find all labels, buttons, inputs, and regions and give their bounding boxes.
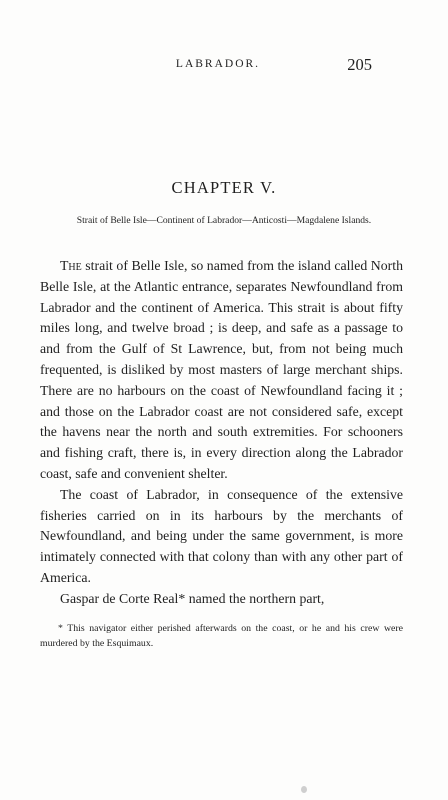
paragraph-2: The coast of Labrador, in consequence of the extensive fisheries carried on in its harbours by the merchants of Newfoundland, and being under the same government, is more intimately connected with that colony than with any other part of America.: [40, 486, 403, 585]
paper-speck: [301, 786, 307, 793]
footnote: * This navigator either perished afterwards on the coast, or he and his crew were murdered by the Esquimaux.: [40, 623, 403, 649]
chapter-title: CHAPTER V.: [171, 178, 277, 197]
running-title: LABRADOR.: [175, 58, 261, 70]
page-number: 205: [347, 55, 372, 74]
paragraph-1: [40, 256, 403, 485]
paragraph-3: Gaspar de Corte Real* named the northern part,: [60, 590, 325, 606]
paragraph-1-lead: The: [60, 258, 82, 273]
paragraph-1-text: strait of Belle Isle, so named from the island called North Belle Isle, at the Atlantic entrance, separates Newfoundland from Labrador and the continent of America. This strait is about fifty miles long, and twelve broad ; is deep, and safe as a passage to and from the Gulf of St Lawrence, but, from not being much frequented, is disliked by most masters of large merchant ships. There are no harbours on the coast of Newfoundland facing it ; and those on the Labrador coast are not considered safe, except the havens near the north and south extremities. For schooners and fishing craft, there is, in every direction along the Labrador coast, safe and convenient shelter.: [40, 258, 403, 481]
chapter-summary: Strait of Belle Isle—Continent of Labrador—Anticosti—Magdalene Islands.: [76, 215, 372, 226]
chapter-body: [40, 256, 403, 610]
running-head: [0, 55, 448, 78]
